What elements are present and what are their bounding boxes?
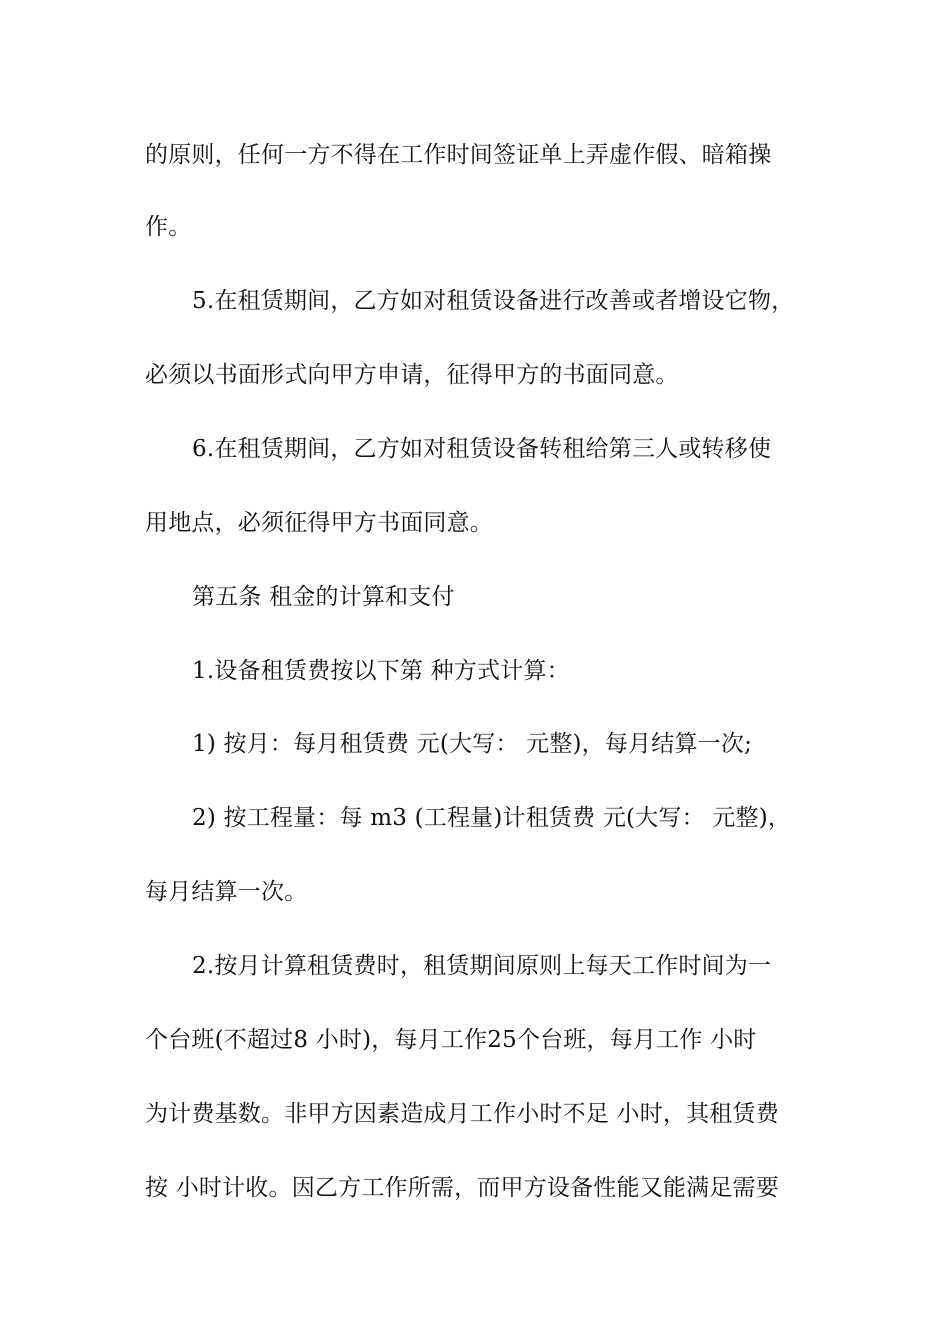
text-line: 个台班(不超过8 小时)，每月工作25个台班，每月工作 小时	[145, 1027, 757, 1053]
text-line: 每月结算一次。	[145, 879, 308, 905]
text-line: 2.按月计算租赁费时，租赁期间原则上每天工作时间为一	[192, 953, 772, 979]
text-line: 1.设备租赁费按以下第 种方式计算：	[192, 658, 570, 684]
text-line: 5.在租赁期间，乙方如对租赁设备进行改善或者增设它物，	[192, 288, 795, 314]
text-line: 1) 按月：每月租赁费 元(大写： 元整)，每月结算一次;	[192, 731, 753, 757]
text-line: 的原则，任何一方不得在工作时间签证单上弄虚作假、暗箱操	[145, 142, 772, 168]
text-line: 必须以书面形式向甲方申请，征得甲方的书面同意。	[145, 362, 679, 388]
text-line: 6.在租赁期间，乙方如对租赁设备转租给第三人或转移使	[192, 436, 772, 462]
text-line: 按 小时计收。因乙方工作所需，而甲方设备性能又能满足需要	[145, 1175, 779, 1201]
section-heading: 第五条 租金的计算和支付	[192, 584, 455, 610]
text-line: 作。	[145, 214, 192, 240]
text-line: 2) 按工程量：每 m3 (工程量)计租赁费 元(大写： 元整)，	[192, 805, 792, 831]
text-line: 为计费基数。非甲方因素造成月工作小时不足 小时，其租赁费	[145, 1101, 779, 1127]
text-line: 用地点，必须征得甲方书面同意。	[145, 510, 493, 536]
